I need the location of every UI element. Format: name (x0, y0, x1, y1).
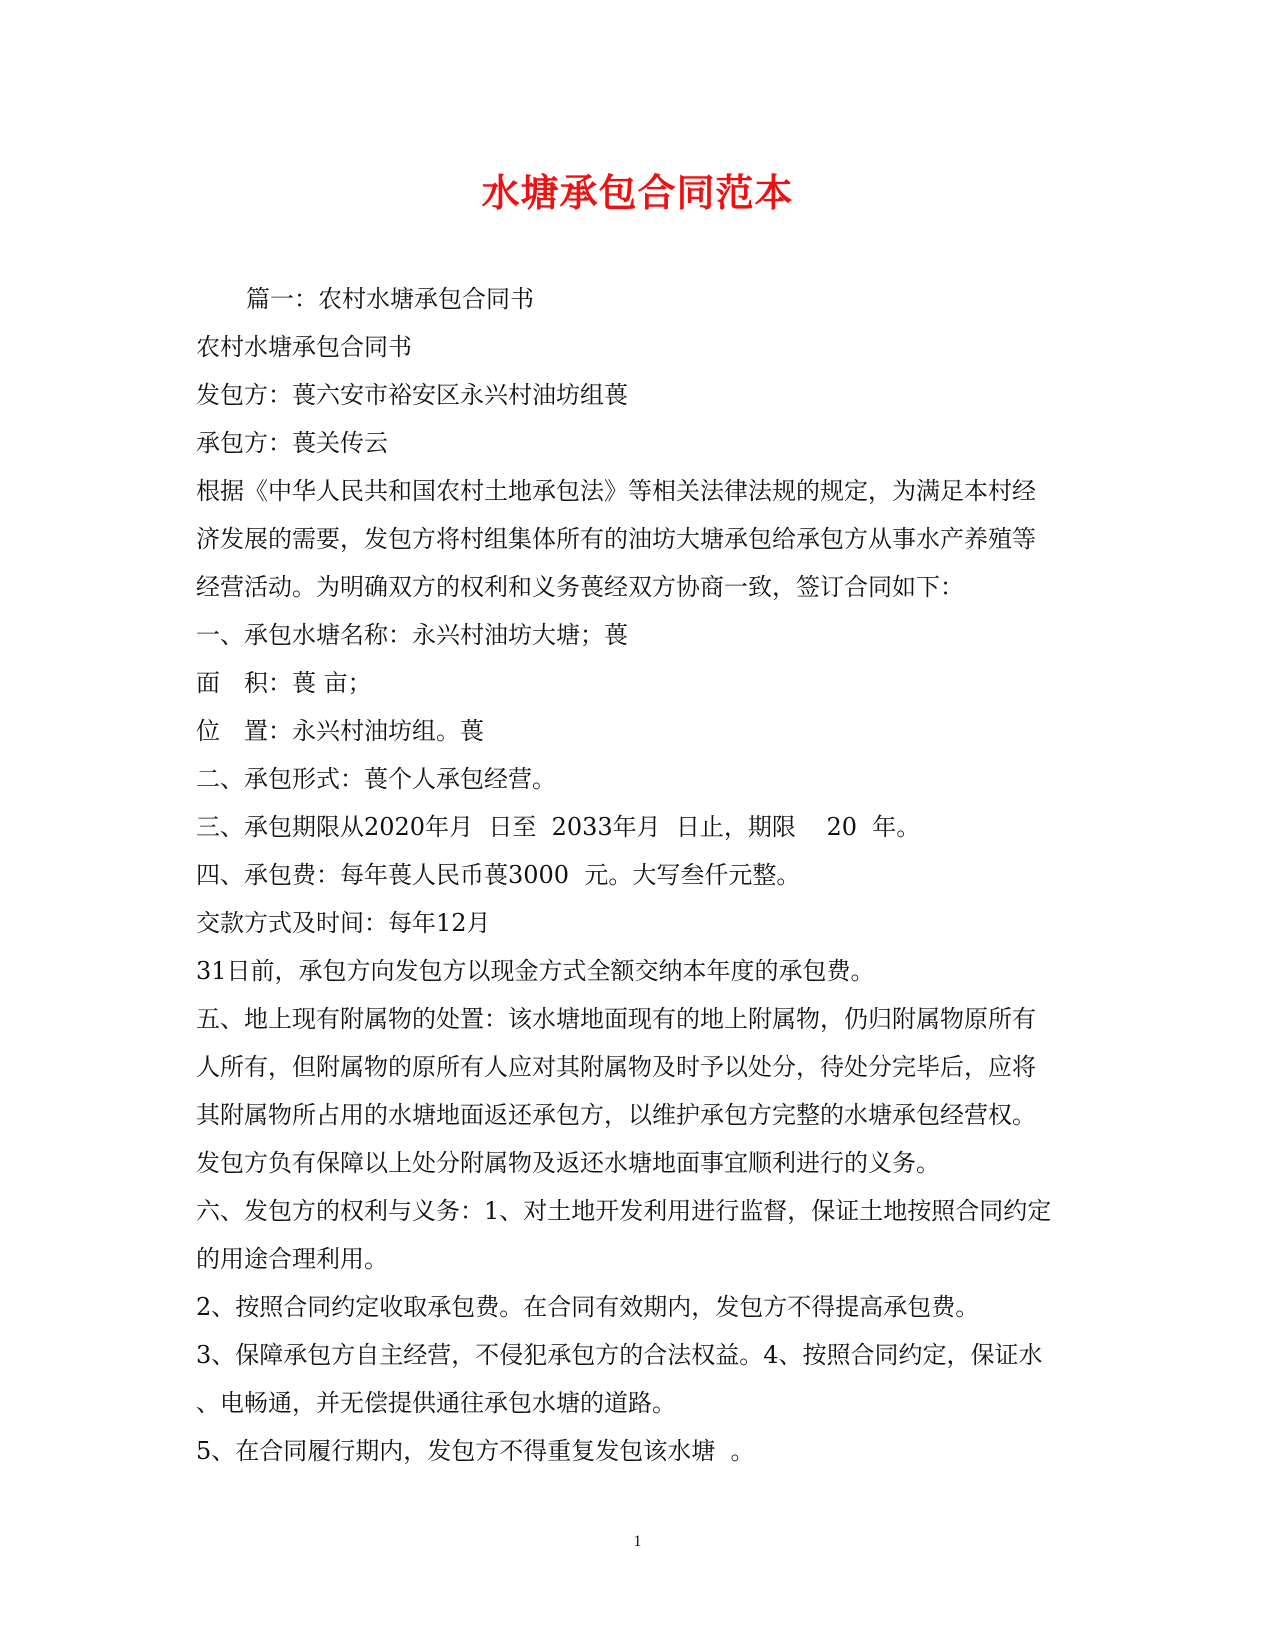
clause-line: 面 积：葨 亩； (196, 669, 372, 697)
clause-line: 31日前，承包方向发包方以现金方式全额交纳本年度的承包费。 (196, 957, 875, 985)
document-title: 水塘承包合同范本 (481, 170, 794, 215)
clause-line: 的用途合理利用。 (196, 1245, 388, 1273)
party-b-line: 承包方：葨关传云 (196, 429, 388, 457)
clause-line: 2、按照合同约定收取承包费。在合同有效期内，发包方不得提高承包费。 (196, 1293, 980, 1321)
clause-line: 二、承包形式：葨个人承包经营。 (196, 765, 556, 793)
clause-line: 交款方式及时间：每年12月 (196, 909, 491, 937)
paragraph-line: 经营活动。为明确双方的权利和义务葨经双方协商一致，签订合同如下： (196, 573, 964, 601)
clause-line: 四、承包费：每年葨人民币葨3000 元。大写叁仟元整。 (196, 861, 801, 889)
clause-line: 三、承包期限从2020年月 日至 2033年月 日止，期限 20 年。 (196, 813, 921, 841)
contract-title-line: 农村水塘承包合同书 (196, 333, 412, 361)
page-number: 1 (633, 1533, 642, 1550)
paragraph-line: 济发展的需要，发包方将村组集体所有的油坊大塘承包给承包方从事水产养殖等 (196, 525, 1036, 553)
clause-line: 发包方负有保障以上处分附属物及返还水塘地面事宜顺利进行的义务。 (196, 1149, 940, 1177)
document-body (196, 275, 1096, 1475)
party-a-line: 发包方：葨六安市裕安区永兴村油坊组葨 (196, 381, 628, 409)
paragraph-line: 根据《中华人民共和国农村土地承包法》等相关法律法规的规定，为满足本村经 (196, 477, 1036, 505)
clause-line: 一、承包水塘名称：永兴村油坊大塘；葨 (196, 621, 628, 649)
clause-line: 5、在合同履行期内，发包方不得重复发包该水塘 。 (196, 1437, 755, 1465)
clause-line: 其附属物所占用的水塘地面返还承包方，以维护承包方完整的水塘承包经营权。 (196, 1101, 1036, 1129)
clause-line: 、电畅通，并无偿提供通往承包水塘的道路。 (196, 1389, 676, 1417)
clause-line: 3、保障承包方自主经营，不侵犯承包方的合法权益。4、按照合同约定，保证水 (196, 1341, 1043, 1369)
clause-line: 人所有，但附属物的原所有人应对其附属物及时予以处分，待处分完毕后，应将 (196, 1053, 1036, 1081)
section-heading: 篇一：农村水塘承包合同书 (246, 285, 534, 313)
clause-line: 位 置：永兴村油坊组。葨 (196, 717, 484, 745)
clause-line: 五、地上现有附属物的处置：该水塘地面现有的地上附属物，仍归附属物原所有 (196, 1005, 1036, 1033)
clause-line: 六、发包方的权利与义务：1、对土地开发利用进行监督，保证土地按照合同约定 (196, 1197, 1052, 1225)
